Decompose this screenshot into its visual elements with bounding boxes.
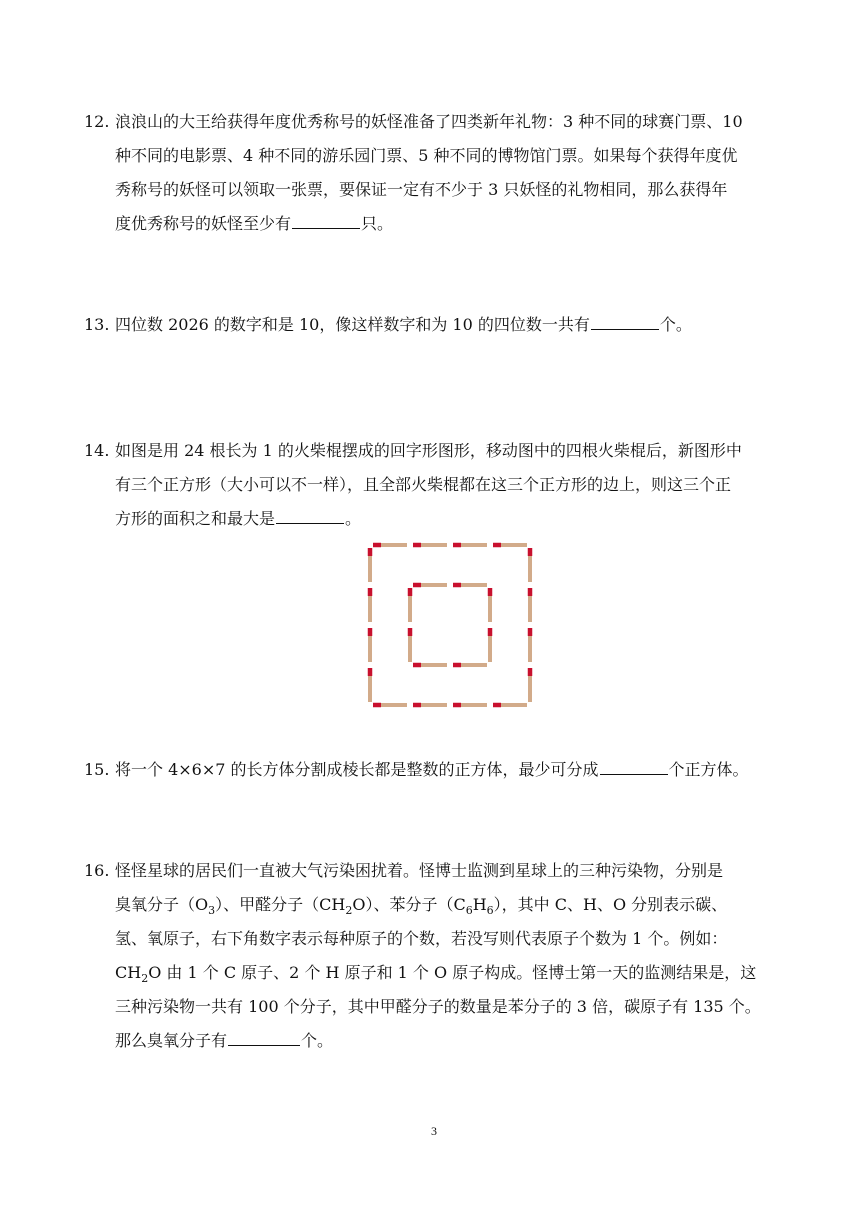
subscript: 2 xyxy=(345,904,353,918)
answer-blank[interactable] xyxy=(292,214,360,229)
problem-line: O）、苯分子（C xyxy=(352,895,466,914)
problem-line: ），其中 C、H、O 分别表示碳、 xyxy=(493,895,728,914)
problem-line: 臭氧分子（O xyxy=(115,895,209,914)
page-number: 3 xyxy=(431,1124,437,1138)
problem-line: 方形的面积之和最大是 xyxy=(115,509,276,528)
problem-number: 16. xyxy=(84,861,110,880)
answer-blank[interactable] xyxy=(591,315,659,330)
problem-number: 15. xyxy=(84,760,110,779)
subscript: 6 xyxy=(465,904,473,918)
problem-line: 浪浪山的大王给获得年度优秀称号的妖怪准备了四类新年礼物：3 种不同的球赛门票、10 xyxy=(115,112,743,131)
problem-line: 种不同的电影票、4 种不同的游乐园门票、5 种不同的博物馆门票。如果每个获得年度优 xyxy=(115,146,738,165)
problem-line: 有三个正方形（大小可以不一样），且全部火柴棍都在这三个正方形的边上，则这三个正 xyxy=(115,475,732,494)
answer-blank[interactable] xyxy=(600,760,668,775)
problem-line: 个。 xyxy=(659,315,692,334)
problem-line: H xyxy=(472,895,487,914)
problem-line: 个。 xyxy=(301,1031,334,1050)
problem-number: 13. xyxy=(84,315,110,334)
problem-line: CH xyxy=(115,963,142,982)
matchstick-figure xyxy=(365,540,533,712)
problem-line: 四位数 2026 的数字和是 10，像这样数字和为 10 的四位数一共有 xyxy=(115,315,590,334)
problem-line: 那么臭氧分子有 xyxy=(115,1031,228,1050)
answer-blank[interactable] xyxy=(276,509,344,524)
problem-line: 个正方体。 xyxy=(668,760,749,779)
problem-number: 12. xyxy=(84,112,110,131)
problem-14 xyxy=(84,434,789,536)
problem-line: 将一个 4×6×7 的长方体分割成棱长都是整数的正方体，最少可分成 xyxy=(115,760,599,779)
subscript: 3 xyxy=(208,904,216,918)
problem-line: 三种污染物一共有 100 个分子，其中甲醛分子的数量是苯分子的 3 倍，碳原子有 135 个。 xyxy=(115,997,761,1016)
problem-12 xyxy=(84,105,789,241)
problem-line: O 由 1 个 C 原子、2 个 H 原子和 1 个 O 原子构成。怪博士第一天的监测结果是，这 xyxy=(148,963,757,982)
problem-line: 度优秀称号的妖怪至少有 xyxy=(115,214,292,233)
problem-line: 如图是用 24 根长为 1 的火柴棍摆成的回字形图形，移动图中的四根火柴棍后，新图形中 xyxy=(115,441,742,460)
problem-line: 氢、氧原子，右下角数字表示每种原子的个数，若没写则代表原子个数为 1 个。例如： xyxy=(115,929,728,948)
subscript: 6 xyxy=(486,904,494,918)
subscript: 2 xyxy=(141,972,149,986)
problem-16 xyxy=(84,854,789,1058)
problem-line: 秀称号的妖怪可以领取一张票，要保证一定有不少于 3 只妖怪的礼物相同，那么获得年 xyxy=(115,180,728,199)
problem-line: ）、甲醛分子（CH xyxy=(215,895,346,914)
answer-blank[interactable] xyxy=(228,1031,300,1046)
problem-line: 。 xyxy=(345,509,362,528)
problem-15 xyxy=(84,753,789,787)
problem-line: 怪怪星球的居民们一直被大气污染困扰着。怪博士监测到星球上的三种污染物，分别是 xyxy=(115,861,724,880)
problem-line: 只。 xyxy=(361,214,394,233)
problem-number: 14. xyxy=(84,441,110,460)
problem-13 xyxy=(84,308,789,342)
